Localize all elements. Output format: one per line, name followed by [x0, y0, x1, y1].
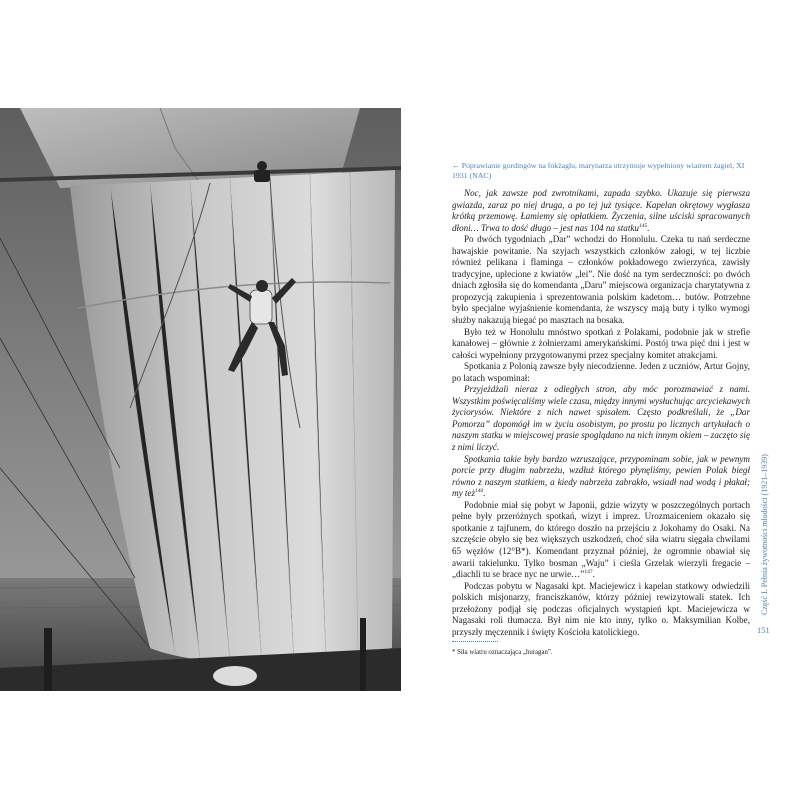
paragraph: Spotkania takie były bardzo wzruszające, przypominam sobie, jak w pewnym porcie przy długim nabrzeżu, wzdłuż którego płynęliśmy, pewien Polak biegł równo z naszym statkiem, a kiedy nabrzeża zabrakło, wsiadł nad wodą i płakał; my też$^{146}$. — [452, 453, 750, 499]
paragraph: Spotkania z Polonią zawsze były niecodzienne. Jeden z uczniów, Artur Gojny, po latach wspominał: — [452, 361, 750, 383]
paragraph: Podczas pobytu w Nagasaki kpt. Maciejewicz i kapelan statkowy odwiedzili polskich misjonarzy, franciszkanów, którzy później rewizytowali statek. Ich przełożony podjął się podczas oficjalnych wystąpień kpt. Maciejewicza w Nagasaki roli tłumacza. Był nim nie kto inny, tylko o. Maksymilian Kolbe, przyszły męczennik i święty Kościoła katolickiego. — [452, 580, 750, 637]
paragraph: Podobnie miał się pobyt w Japonii, gdzie wizyty w poszczególnych portach pełne były przeróżnych spotkań, wizyt i imprez. Urozmaiceniem okazało się spotkanie z tajfunem, do którego doszło na przejściu z Jokohamy do Osaki. Na szczęście obyło się bez większych uszkodzeń, choć siła wiatru sięgała chwilami 65 węzłów (12°B*). Komendant przyznał później, że ogromnie obawiał się awarii takielunku. Tylko bosman „Waju” i cieśla Grzelak wierzyli fregacie – „diachli tu se brace nyc ne urwie…”$^{147}$. — [452, 499, 750, 580]
photo-caption — [452, 161, 752, 181]
running-head: Część I. Pełnia żywotności młodości (1921–1939) — [760, 454, 769, 615]
footnote-divider — [452, 641, 498, 642]
paragraph: Noc, jak zawsze pod zwrotnikami, zapada szybko. Ukazuje się pierwsza gwiazda, zaraz po niej druga, a po tej już tysiące. Kapelan okrętowy wygłasza krótką przemowę. Łamiemy się opłatkiem. Życzenia, silne uściski spracowanych dłoni… Trwa to dość długo – jest nas 104 na statku$^{145}$. — [452, 188, 750, 233]
paragraph: Było też w Honolulu mnóstwo spotkań z Polakami, podobnie jak w strefie kanałowej – głównie z żołnierzami amerykańskimi. Postój trwa pięć dni i jest w całości wypełniony przygotowanymi przez specjalny komitet atrakcjami. — [452, 326, 750, 360]
sailor-on-sail-photo — [0, 108, 401, 691]
left-arrow-icon: ← — [452, 161, 460, 170]
page-number: 151 — [757, 625, 770, 635]
caption-text: Poprawianie gordingów na fokżaglu, marynarza utrzymuje wypełniony wiatrem żagiel, XI 1931 (NAC) — [452, 161, 745, 180]
paragraph: Przyjeżdżali nieraz z odległych stron, aby móc porozmawiać z nami. Wszystkim poświęcaliśmy wiele czasu, między innymi wysłuchując arcyciekawych życiorysów. Niektóre z nich nawet spisałem. Często podkreślali, że „Dar Pomorza” dopomógł im w życiu osobistym, po prostu po licznych artykułach o naszym statku w miejscowej prasie spoglądano na nich innym okiem – zaczęto się z nimi liczyć. — [452, 384, 750, 453]
main-text — [452, 188, 750, 638]
footnote: * Siła wiatru oznaczająca „huragan”. — [452, 649, 553, 656]
paragraph: Po dwóch tygodniach „Dar” wchodzi do Honolulu. Czeka tu nań serdeczne hawajskie powitanie. Na szyjach wszystkich członków załogi, w tej liczbie również pelikana i flaminga – członków pokładowego zwierzyńca, zawisły tradycyjne, uplecione z kwiatów „lei”. Nie dość na tym serdeczności: po dwóch dniach zgłosiła się do komendanta „Daru” miejscowa organizacja charytatywna z propozycją zakupienia i sprezentowania polskim kadetom… butów. Potrzebne było specjalne wyjaśnienie komendanta, że wszyscy mają buty i tylko wymogi służby nakazują biegać po masztach na bosaka. — [452, 234, 750, 326]
